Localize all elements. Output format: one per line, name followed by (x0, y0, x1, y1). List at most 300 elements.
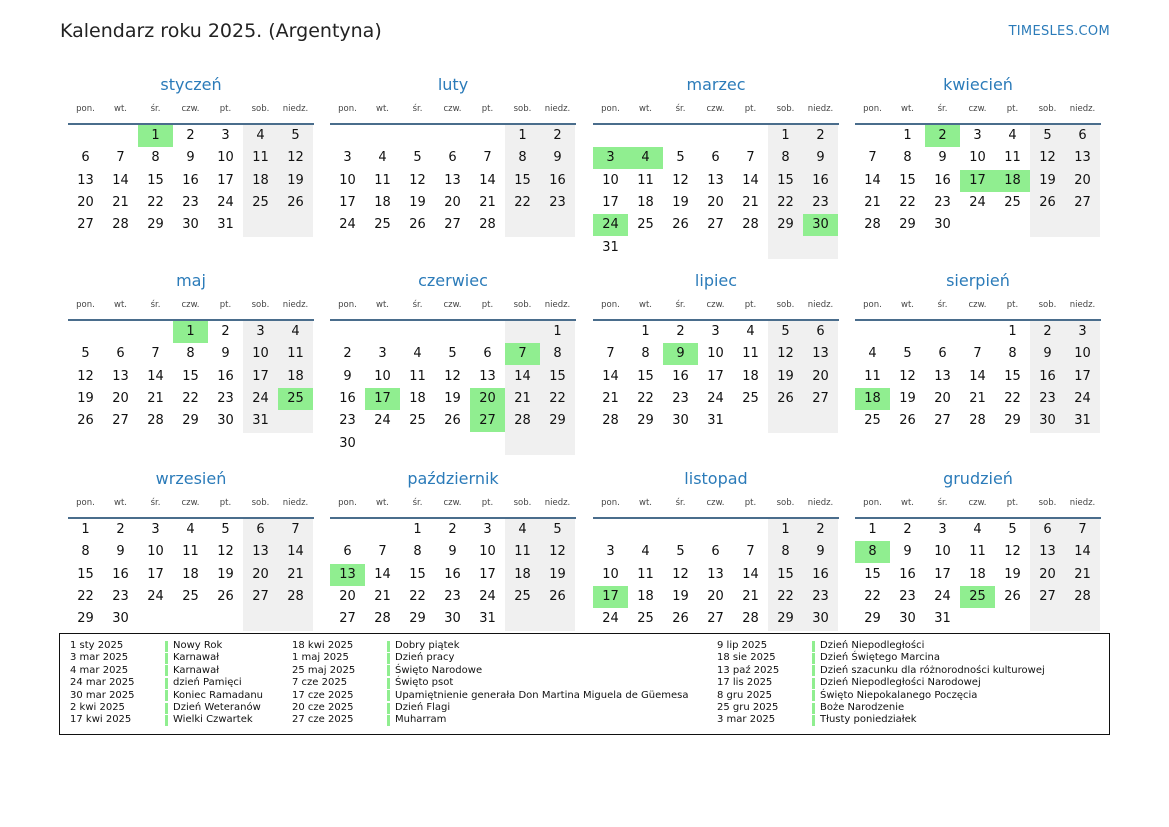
day-cell: 11 (1004, 150, 1021, 166)
day-cell: 6 (1043, 522, 1052, 537)
day-cell: 21 (479, 194, 496, 210)
day-cell: 7 (1078, 522, 1087, 537)
day-cell: 7 (746, 544, 755, 560)
day-cell: 28 (602, 413, 619, 429)
legend-date: 3 mar 2025 (70, 652, 129, 664)
day-cell: 5 (291, 128, 300, 143)
day-cell: 2 (1043, 324, 1052, 339)
weekday-label: czw. (968, 300, 987, 310)
day-cell: 16 (899, 566, 916, 582)
day-cell: 30 (1039, 413, 1056, 429)
weekday-label: niedz. (282, 104, 309, 114)
legend-holiday-name: Muharram (395, 714, 447, 726)
day-cell: 25 (409, 413, 426, 429)
day-cell: 21 (742, 194, 759, 210)
weekday-label: pt. (219, 498, 232, 508)
weekday-label: wt. (114, 300, 127, 310)
day-cell: 22 (147, 194, 164, 210)
day-cell: 11 (742, 346, 759, 362)
day-cell: 16 (1039, 368, 1056, 384)
legend-row (717, 690, 1045, 702)
day-cell: 24 (339, 217, 356, 233)
day-cell: 29 (899, 217, 916, 233)
holiday-day-cell: 1 (173, 321, 208, 343)
day-cell: 21 (374, 588, 391, 604)
legend-row (292, 714, 689, 726)
day-cell: 22 (637, 390, 654, 406)
month-name: marzec (686, 75, 746, 94)
day-cell: 19 (77, 390, 94, 406)
day-cell: 11 (637, 172, 654, 188)
holiday-day-cell: 1 (138, 125, 173, 147)
day-cell: 3 (1078, 324, 1087, 339)
weekday-label: czw. (968, 104, 987, 114)
weekday-label: wt. (901, 300, 914, 310)
weekday-label: wt. (901, 498, 914, 508)
day-cell: 24 (217, 194, 234, 210)
day-cell: 10 (969, 150, 986, 166)
day-cell: 25 (374, 217, 391, 233)
day-cell: 12 (77, 368, 94, 384)
day-cell: 27 (112, 413, 129, 429)
weekday-label: śr. (675, 300, 686, 310)
day-cell: 27 (1039, 588, 1056, 604)
day-cell: 18 (182, 566, 199, 582)
legend-column (292, 640, 689, 727)
day-cell: 1 (413, 522, 422, 537)
legend-holiday-name: Nowy Rok (173, 640, 223, 651)
legend-row (70, 677, 263, 689)
day-cell: 27 (77, 217, 94, 233)
day-cell: 3 (256, 324, 265, 339)
day-cell: 14 (147, 368, 164, 384)
day-cell: 19 (409, 194, 426, 210)
day-cell: 25 (1004, 194, 1021, 210)
day-cell: 21 (147, 390, 164, 406)
day-cell: 20 (934, 390, 951, 406)
day-cell: 16 (217, 368, 234, 384)
day-cell: 30 (899, 611, 916, 627)
holiday-marker (387, 641, 390, 652)
day-cell: 3 (711, 324, 720, 339)
day-cell: 18 (637, 194, 654, 210)
day-cell: 28 (742, 217, 759, 233)
weekday-label: czw. (443, 104, 462, 114)
weekday-label: wt. (376, 300, 389, 310)
day-cell: 4 (186, 522, 195, 537)
day-cell: 1 (781, 128, 790, 143)
weekday-label: śr. (937, 104, 948, 114)
weekday-label: wt. (114, 498, 127, 508)
day-cell: 26 (1004, 588, 1021, 604)
day-cell: 8 (1008, 346, 1017, 362)
weekday-label: wt. (376, 498, 389, 508)
month-name: sierpień (946, 271, 1010, 290)
day-cell: 4 (641, 544, 650, 560)
legend-holiday-name: Święto psot (395, 677, 454, 689)
day-cell: 31 (1074, 413, 1091, 429)
day-cell: 19 (444, 390, 461, 406)
day-cell: 2 (816, 522, 825, 537)
day-cell: 18 (374, 194, 391, 210)
weekday-label: pt. (219, 104, 232, 114)
day-cell: 3 (483, 522, 492, 537)
day-cell: 6 (116, 346, 125, 362)
weekday-label: sob. (1038, 300, 1057, 310)
day-cell: 22 (514, 194, 531, 210)
day-cell: 6 (448, 150, 457, 166)
legend-row (292, 665, 689, 677)
holiday-marker (812, 653, 815, 664)
day-cell: 8 (413, 544, 422, 560)
day-cell: 31 (217, 217, 234, 233)
day-cell: 10 (479, 544, 496, 560)
day-cell: 14 (112, 172, 129, 188)
day-cell: 16 (934, 172, 951, 188)
day-cell: 3 (151, 522, 160, 537)
day-cell: 21 (864, 194, 881, 210)
day-cell: 25 (742, 390, 759, 406)
legend-date: 3 mar 2025 (717, 714, 776, 726)
day-cell: 20 (112, 390, 129, 406)
weekday-label: sob. (776, 300, 795, 310)
day-cell: 19 (672, 588, 689, 604)
day-cell: 25 (864, 413, 881, 429)
day-cell: 1 (868, 522, 877, 537)
holiday-day-cell: 17 (593, 586, 628, 608)
legend-date: 27 cze 2025 (292, 714, 354, 726)
weekday-label: sob. (776, 498, 795, 508)
day-cell: 26 (1039, 194, 1056, 210)
day-cell: 27 (339, 611, 356, 627)
day-cell: 17 (479, 566, 496, 582)
day-cell: 20 (339, 588, 356, 604)
legend-date: 7 cze 2025 (292, 677, 348, 689)
day-cell: 7 (606, 346, 615, 362)
day-cell: 30 (672, 413, 689, 429)
day-cell: 16 (444, 566, 461, 582)
day-cell: 15 (182, 368, 199, 384)
day-cell: 4 (746, 324, 755, 339)
weekday-label: pt. (219, 300, 232, 310)
day-cell: 22 (899, 194, 916, 210)
day-cell: 6 (938, 346, 947, 362)
day-cell: 29 (77, 611, 94, 627)
weekday-label: niedz. (1069, 104, 1096, 114)
day-cell: 16 (672, 368, 689, 384)
day-cell: 18 (287, 368, 304, 384)
day-cell: 9 (343, 368, 352, 384)
day-cell: 24 (707, 390, 724, 406)
day-cell: 30 (339, 435, 356, 451)
day-cell: 1 (553, 324, 562, 339)
day-cell: 7 (378, 544, 387, 560)
weekday-label: czw. (181, 104, 200, 114)
legend-holiday-name: Boże Narodzenie (820, 701, 905, 713)
day-cell: 21 (969, 390, 986, 406)
month-name: grudzień (943, 469, 1013, 488)
legend-date: 1 maj 2025 (292, 652, 349, 664)
day-cell: 23 (1039, 390, 1056, 406)
day-cell: 8 (641, 346, 650, 362)
weekday-label: niedz. (807, 498, 834, 508)
day-cell: 21 (1074, 566, 1091, 582)
legend-date: 18 sie 2025 (717, 652, 776, 664)
day-cell: 23 (182, 194, 199, 210)
legend-holiday-name: Dzień Świętego Marcina (820, 652, 940, 664)
legend-date: 17 cze 2025 (292, 689, 354, 701)
weekday-label: śr. (150, 300, 161, 310)
day-cell: 15 (77, 566, 94, 582)
holiday-day-cell: 17 (960, 170, 995, 192)
legend-holiday-name: Dzień Weteranów (173, 701, 261, 713)
day-cell: 24 (479, 588, 496, 604)
day-cell: 5 (448, 346, 457, 362)
day-cell: 18 (252, 172, 269, 188)
holiday-marker (165, 665, 168, 676)
holiday-marker (812, 690, 815, 701)
legend-holiday-name: Dzień Niepodległości Narodowej (820, 677, 981, 689)
day-cell: 6 (343, 544, 352, 560)
day-cell: 25 (514, 588, 531, 604)
day-cell: 10 (252, 346, 269, 362)
month-name: luty (437, 75, 469, 94)
holiday-legend (59, 633, 1110, 735)
legend-holiday-name: dzień Pamięci (173, 677, 242, 689)
day-cell: 9 (1043, 346, 1052, 362)
day-cell: 20 (77, 194, 94, 210)
holiday-day-cell: 8 (855, 541, 890, 563)
day-cell: 3 (973, 128, 982, 143)
weekday-label: sob. (1038, 498, 1057, 508)
day-cell: 5 (81, 346, 90, 362)
day-cell: 1 (81, 522, 90, 537)
legend-date: 13 paź 2025 (717, 664, 780, 676)
day-cell: 13 (707, 172, 724, 188)
day-cell: 21 (287, 566, 304, 582)
day-cell: 20 (707, 194, 724, 210)
day-cell: 10 (602, 566, 619, 582)
day-cell: 25 (182, 588, 199, 604)
day-cell: 16 (112, 566, 129, 582)
day-cell: 23 (812, 588, 829, 604)
legend-date: 9 lip 2025 (717, 640, 768, 651)
day-cell: 16 (182, 172, 199, 188)
weekday-label: śr. (937, 300, 948, 310)
legend-date: 17 lis 2025 (717, 677, 773, 689)
day-cell: 8 (903, 150, 912, 166)
legend-row (292, 652, 689, 664)
day-cell: 7 (116, 150, 125, 166)
day-cell: 5 (221, 522, 230, 537)
legend-column (717, 640, 1045, 727)
day-cell: 10 (339, 172, 356, 188)
day-cell: 4 (518, 522, 527, 537)
day-cell: 4 (973, 522, 982, 537)
day-cell: 19 (1039, 172, 1056, 188)
day-cell: 24 (969, 194, 986, 210)
holiday-marker (812, 715, 815, 726)
weekday-label: śr. (675, 498, 686, 508)
day-cell: 9 (221, 346, 230, 362)
day-cell: 20 (707, 588, 724, 604)
weekday-label: pt. (1006, 104, 1019, 114)
day-cell: 31 (707, 413, 724, 429)
legend-date: 24 mar 2025 (70, 677, 135, 689)
day-cell: 19 (899, 390, 916, 406)
day-cell: 7 (151, 346, 160, 362)
legend-row (292, 702, 689, 714)
holiday-marker (387, 715, 390, 726)
day-cell: 4 (256, 128, 265, 143)
day-cell: 1 (1008, 324, 1017, 339)
day-cell: 12 (672, 172, 689, 188)
weekday-label: czw. (706, 498, 725, 508)
day-cell: 18 (637, 588, 654, 604)
weekday-label: niedz. (282, 498, 309, 508)
day-cell: 22 (409, 588, 426, 604)
day-cell: 13 (112, 368, 129, 384)
holiday-marker (165, 678, 168, 689)
day-cell: 9 (938, 150, 947, 166)
weekday-label: czw. (968, 498, 987, 508)
legend-row (717, 714, 1045, 726)
day-cell: 3 (221, 128, 230, 143)
day-cell: 5 (413, 150, 422, 166)
day-cell: 29 (777, 611, 794, 627)
weekday-label: pon. (76, 300, 95, 310)
holiday-marker (387, 678, 390, 689)
day-cell: 24 (934, 588, 951, 604)
day-cell: 26 (287, 194, 304, 210)
day-cell: 3 (938, 522, 947, 537)
day-cell: 17 (217, 172, 234, 188)
day-cell: 30 (444, 611, 461, 627)
day-cell: 7 (291, 522, 300, 537)
day-cell: 18 (514, 566, 531, 582)
day-cell: 30 (934, 217, 951, 233)
month-name: styczeń (160, 75, 222, 94)
day-cell: 29 (549, 413, 566, 429)
weekday-label: śr. (150, 498, 161, 508)
day-cell: 19 (287, 172, 304, 188)
holiday-day-cell: 30 (803, 214, 838, 236)
weekday-label: śr. (412, 498, 423, 508)
weekday-label: pon. (338, 498, 357, 508)
weekday-label: czw. (706, 300, 725, 310)
legend-row (70, 652, 263, 664)
weekday-label: pon. (863, 498, 882, 508)
day-cell: 9 (816, 544, 825, 560)
legend-row (292, 640, 689, 652)
legend-date: 2 kwi 2025 (70, 701, 125, 713)
brand-link[interactable]: TIMESLES.COM (1008, 24, 1110, 39)
day-cell: 25 (252, 194, 269, 210)
month-name: listopad (684, 469, 748, 488)
day-cell: 11 (637, 566, 654, 582)
day-cell: 9 (448, 544, 457, 560)
day-cell: 14 (742, 566, 759, 582)
day-cell: 12 (287, 150, 304, 166)
day-cell: 17 (147, 566, 164, 582)
weekday-label: śr. (412, 104, 423, 114)
legend-row (70, 665, 263, 677)
day-cell: 13 (252, 544, 269, 560)
day-cell: 21 (742, 588, 759, 604)
day-cell: 31 (934, 611, 951, 627)
day-cell: 12 (672, 566, 689, 582)
day-cell: 4 (1008, 128, 1017, 143)
day-cell: 28 (374, 611, 391, 627)
weekday-label: pt. (481, 104, 494, 114)
day-cell: 27 (707, 217, 724, 233)
day-cell: 12 (409, 172, 426, 188)
weekday-label: pon. (338, 104, 357, 114)
day-cell: 15 (147, 172, 164, 188)
legend-row (717, 640, 1045, 652)
day-cell: 6 (711, 544, 720, 560)
day-cell: 20 (444, 194, 461, 210)
weekday-label: pt. (481, 498, 494, 508)
legend-row (717, 677, 1045, 689)
weekday-label: niedz. (807, 300, 834, 310)
day-cell: 26 (217, 588, 234, 604)
day-cell: 19 (672, 194, 689, 210)
day-cell: 17 (934, 566, 951, 582)
legend-date: 25 gru 2025 (717, 701, 779, 713)
day-cell: 23 (934, 194, 951, 210)
day-cell: 8 (781, 150, 790, 166)
day-cell: 13 (1039, 544, 1056, 560)
day-cell: 3 (378, 346, 387, 362)
weekday-label: sob. (251, 300, 270, 310)
day-cell: 10 (934, 544, 951, 560)
weekday-label: niedz. (807, 104, 834, 114)
day-cell: 27 (934, 413, 951, 429)
day-cell: 5 (553, 522, 562, 537)
day-cell: 15 (777, 172, 794, 188)
day-cell: 12 (1039, 150, 1056, 166)
day-cell: 23 (217, 390, 234, 406)
legend-holiday-name: Dzień Flagi (395, 701, 451, 713)
day-cell: 31 (479, 611, 496, 627)
day-cell: 30 (812, 611, 829, 627)
holiday-marker (387, 665, 390, 676)
day-cell: 26 (77, 413, 94, 429)
day-cell: 2 (816, 128, 825, 143)
day-cell: 10 (374, 368, 391, 384)
day-cell: 8 (81, 544, 90, 560)
weekday-label: pon. (76, 104, 95, 114)
legend-row (70, 702, 263, 714)
page-title: Kalendarz roku 2025. (Argentyna) (60, 20, 382, 42)
weekday-label: wt. (114, 104, 127, 114)
legend-date: 17 kwi 2025 (70, 714, 132, 726)
weekday-label: wt. (639, 498, 652, 508)
day-cell: 15 (864, 566, 881, 582)
day-cell: 11 (864, 368, 881, 384)
day-cell: 28 (287, 588, 304, 604)
legend-date: 30 mar 2025 (70, 689, 135, 701)
day-cell: 1 (903, 128, 912, 143)
day-cell: 29 (637, 413, 654, 429)
weekday-label: śr. (412, 300, 423, 310)
day-cell: 11 (287, 346, 304, 362)
weekday-label: sob. (1038, 104, 1057, 114)
day-cell: 7 (746, 150, 755, 166)
holiday-day-cell: 24 (593, 214, 628, 236)
weekday-label: czw. (706, 104, 725, 114)
